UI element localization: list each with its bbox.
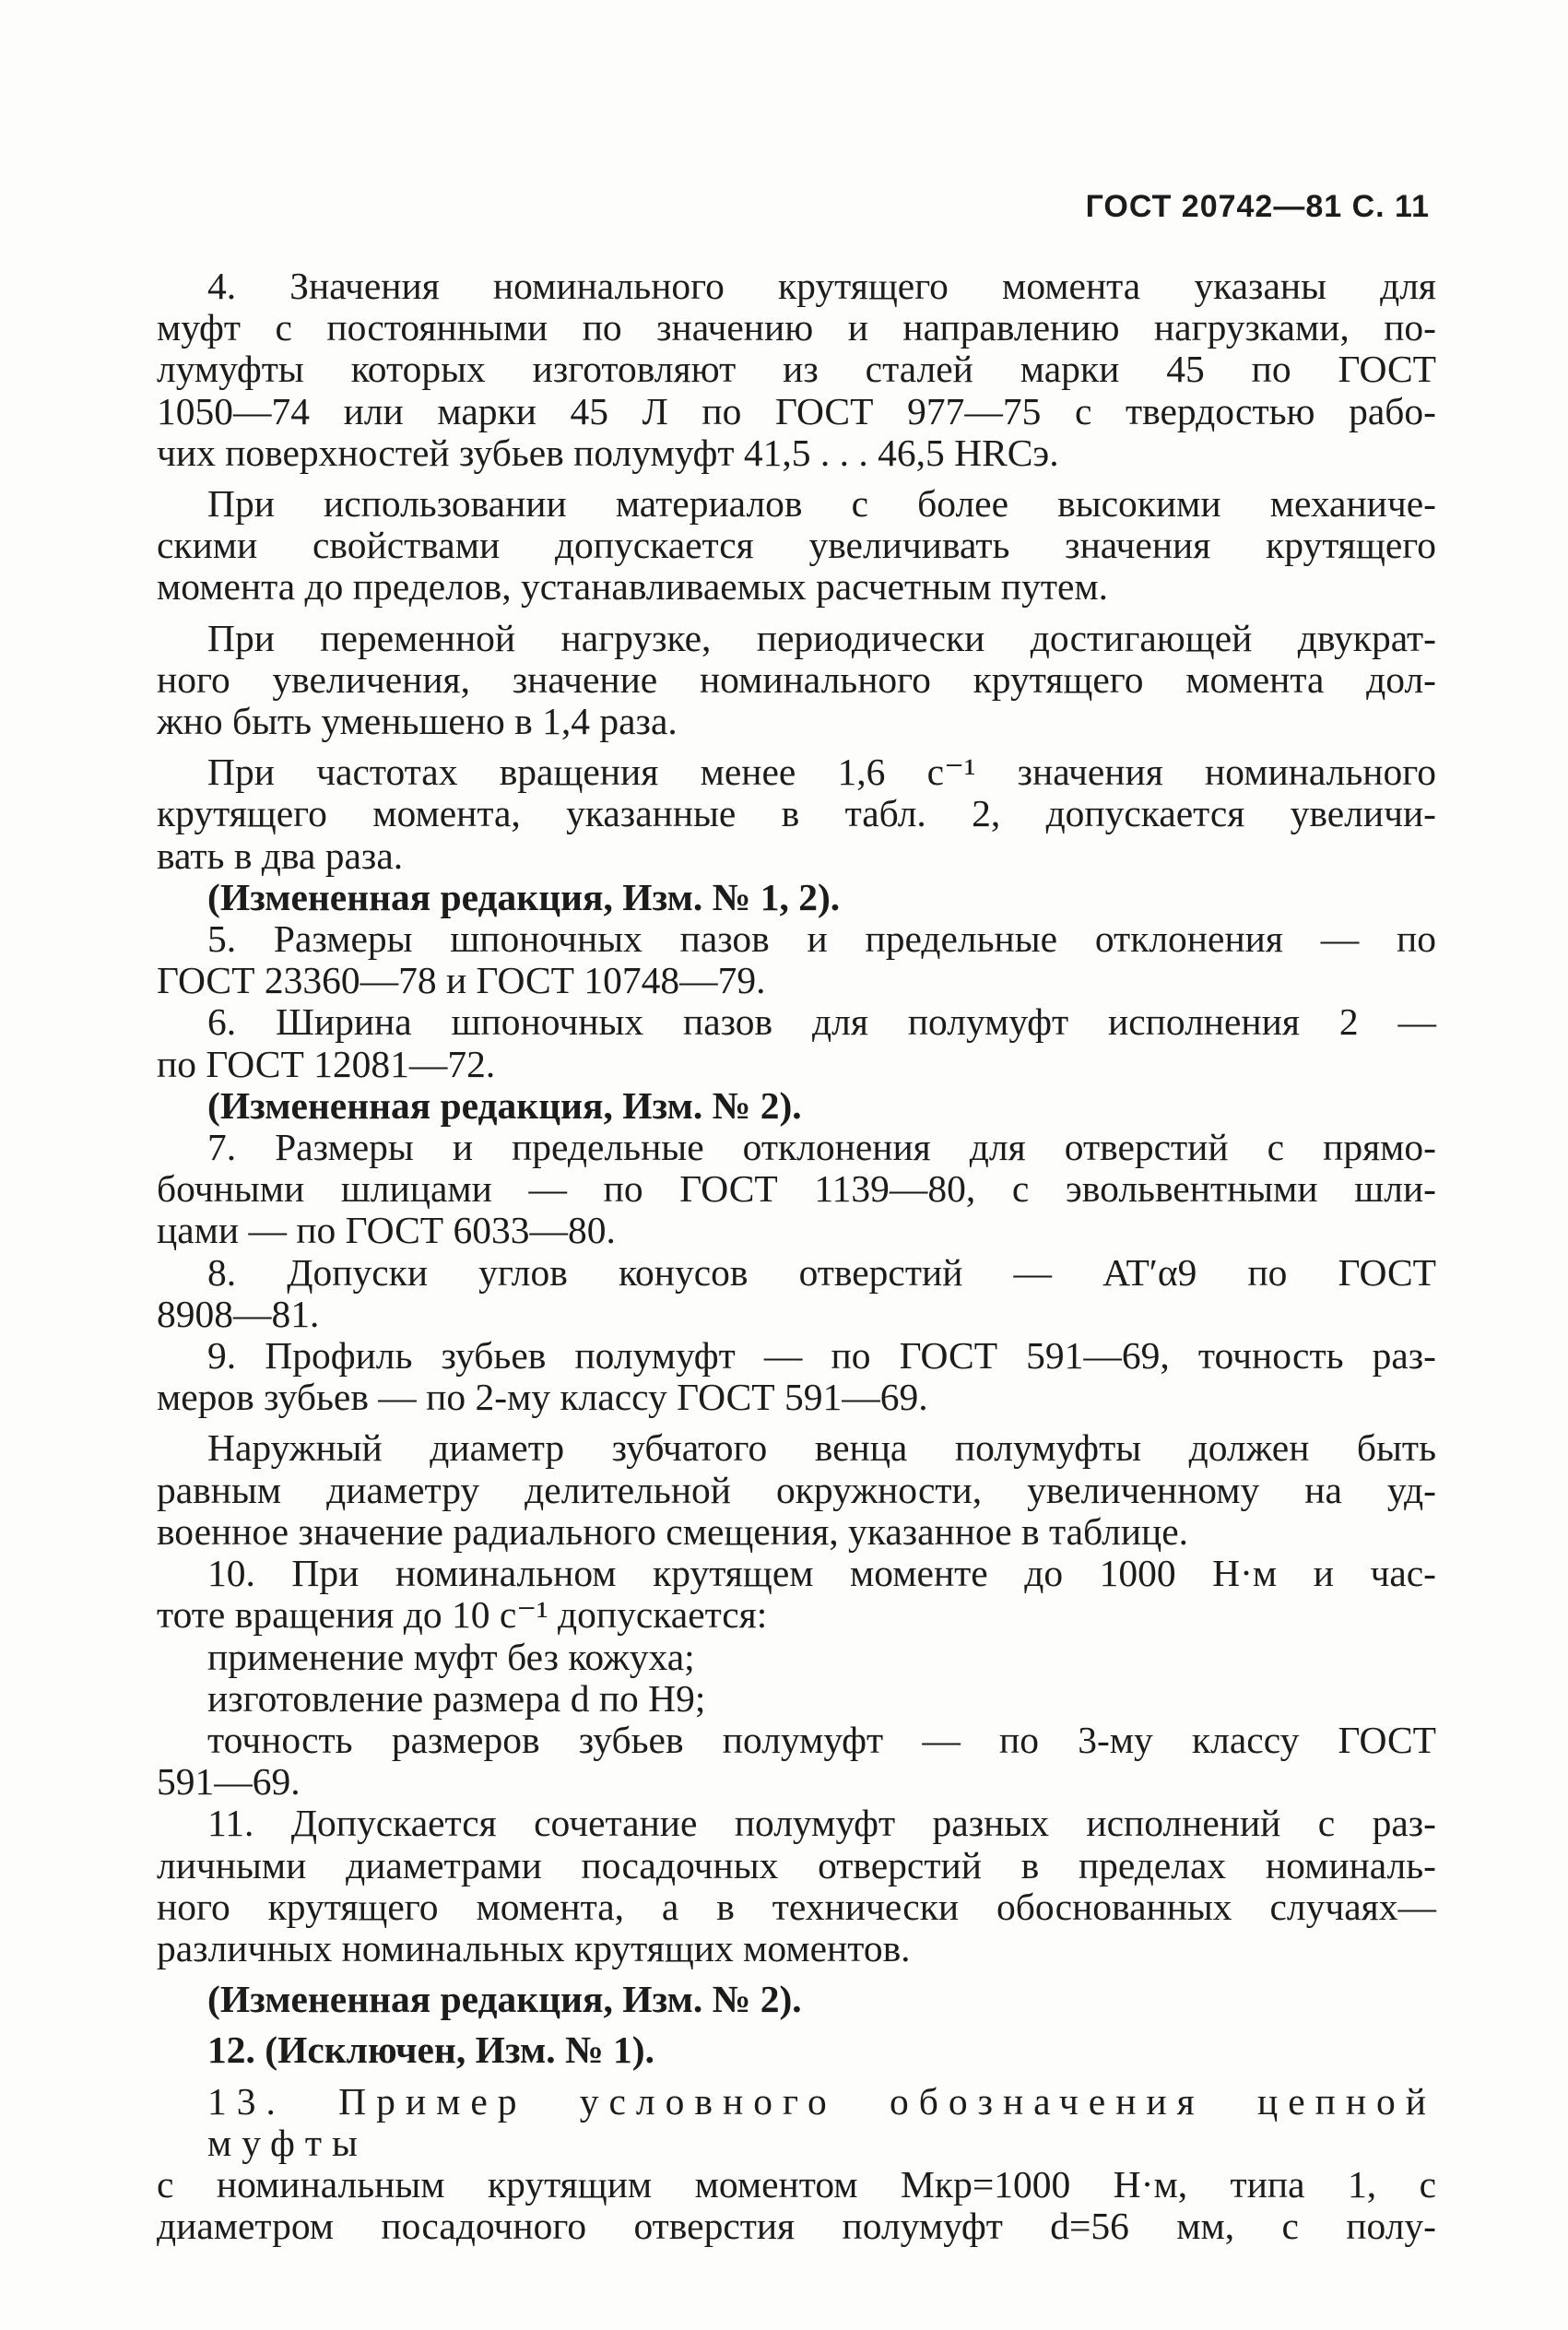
text-line: по ГОСТ 12081—72. [157,1042,496,1085]
text-line: момента до пределов, устанавливаемых расчетным путем. [157,565,1109,609]
text-line: При переменной нагрузке, периодически достигающей двукрат- [207,616,1436,659]
text-line: меров зубьев — по 2-му классу ГОСТ 591—69. [157,1376,928,1419]
page-header: ГОСТ 20742—81 С. 11 [1085,189,1430,224]
text-line: 9. Профиль зубьев полумуфт — по ГОСТ 591—69, точность раз- [207,1334,1436,1378]
text-line: 5. Размеры шпоночных пазов и предельные отклонения — по [207,917,1436,961]
excluded-clause: 12. (Исключен, Изм. № 1). [207,2028,654,2072]
text-line: муфт с постоянными по значению и направлению нагрузками, по- [157,306,1436,349]
text-line: с номинальным крутящим моментом Mкр=1000 Н·м, типа 1, с [157,2162,1436,2206]
example-heading: 13. Пример условного обозначения цепной муфты [207,2079,1436,2164]
text-line: жно быть уменьшено в 1,4 раза. [157,700,678,743]
text-line: вать в два раза. [157,834,404,877]
text-line: равным диаметру делительной окружности, увеличенному на уд- [157,1468,1436,1511]
text-line: применение муфт без кожуха; [207,1635,695,1678]
text-line: 7. Размеры и предельные отклонения для отверстий с прямо- [207,1126,1436,1169]
text-line: скими свойствами допускается увеличивать значения крутящего [157,524,1436,567]
text-line: 591—69. [157,1760,301,1804]
text-line: ного крутящего момента, а в технически обоснованных случаях— [157,1885,1436,1928]
text-line: крутящего момента, указанные в табл. 2, допускается увеличи- [157,792,1436,835]
text-line: личными диаметрами посадочных отверстий в пределах номиналь- [157,1843,1436,1886]
text-line: цами — по ГОСТ 6033—80. [157,1209,616,1252]
text-line: военное значение радиального смещения, указанное в таблице. [157,1509,1189,1553]
text-line: диаметром посадочного отверстия полумуфт d=56 мм, с полу- [157,2205,1436,2248]
text-line: 11. Допускается сочетание полумуфт разных исполнений с раз- [207,1802,1436,1845]
amendment-note: (Измененная редакция, Изм. № 2). [207,1978,802,2021]
text-line: При использовании материалов с более высокими механиче- [207,482,1436,526]
text-line: лумуфты которых изготовляют из сталей марки 45 по ГОСТ [157,348,1436,391]
text-line: бочными шлицами — по ГОСТ 1139—80, с эвольвентными шли- [157,1167,1436,1211]
text-line: ного увеличения, значение номинального крутящего момента дол- [157,657,1436,701]
text-line: чих поверхностей зубьев полумуфт 41,5 . . . 46,5 HRCэ. [157,431,1059,474]
text-line: тоте вращения до 10 с⁻¹ допускается: [157,1593,768,1637]
text-line: 1050—74 или марки 45 Л по ГОСТ 977—75 с твердостью рабо- [157,389,1436,432]
text-line: ГОСТ 23360—78 и ГОСТ 10748—79. [157,959,766,1002]
text-line: точность размеров зубьев полумуфт — по 3-му классу ГОСТ [207,1718,1436,1761]
amendment-note: (Измененная редакция, Изм. № 1, 2). [207,875,841,918]
text-line: изготовление размера d по Н9; [207,1676,706,1720]
amendment-note: (Измененная редакция, Изм. № 2). [207,1083,802,1127]
text-line: 8. Допуски углов конусов отверстий — AT′α9 по ГОСТ [207,1250,1436,1294]
text-line: различных номинальных крутящих моментов. [157,1926,911,1969]
text-line: 4. Значения номинального крутящего момента указаны для [207,265,1436,307]
text-line: 10. При номинальном крутящем моменте до 1000 Н·м и час- [207,1552,1436,1595]
text-line: 8908—81. [157,1292,320,1335]
text-line: При частотах вращения менее 1,6 с⁻¹ значения номинального [207,751,1436,794]
document-body [157,266,1436,2247]
text-line: 6. Ширина шпоночных пазов для полумуфт исполнения 2 — [207,1000,1436,1044]
text-line: Наружный диаметр зубчатого венца полумуфты должен быть [207,1426,1436,1470]
